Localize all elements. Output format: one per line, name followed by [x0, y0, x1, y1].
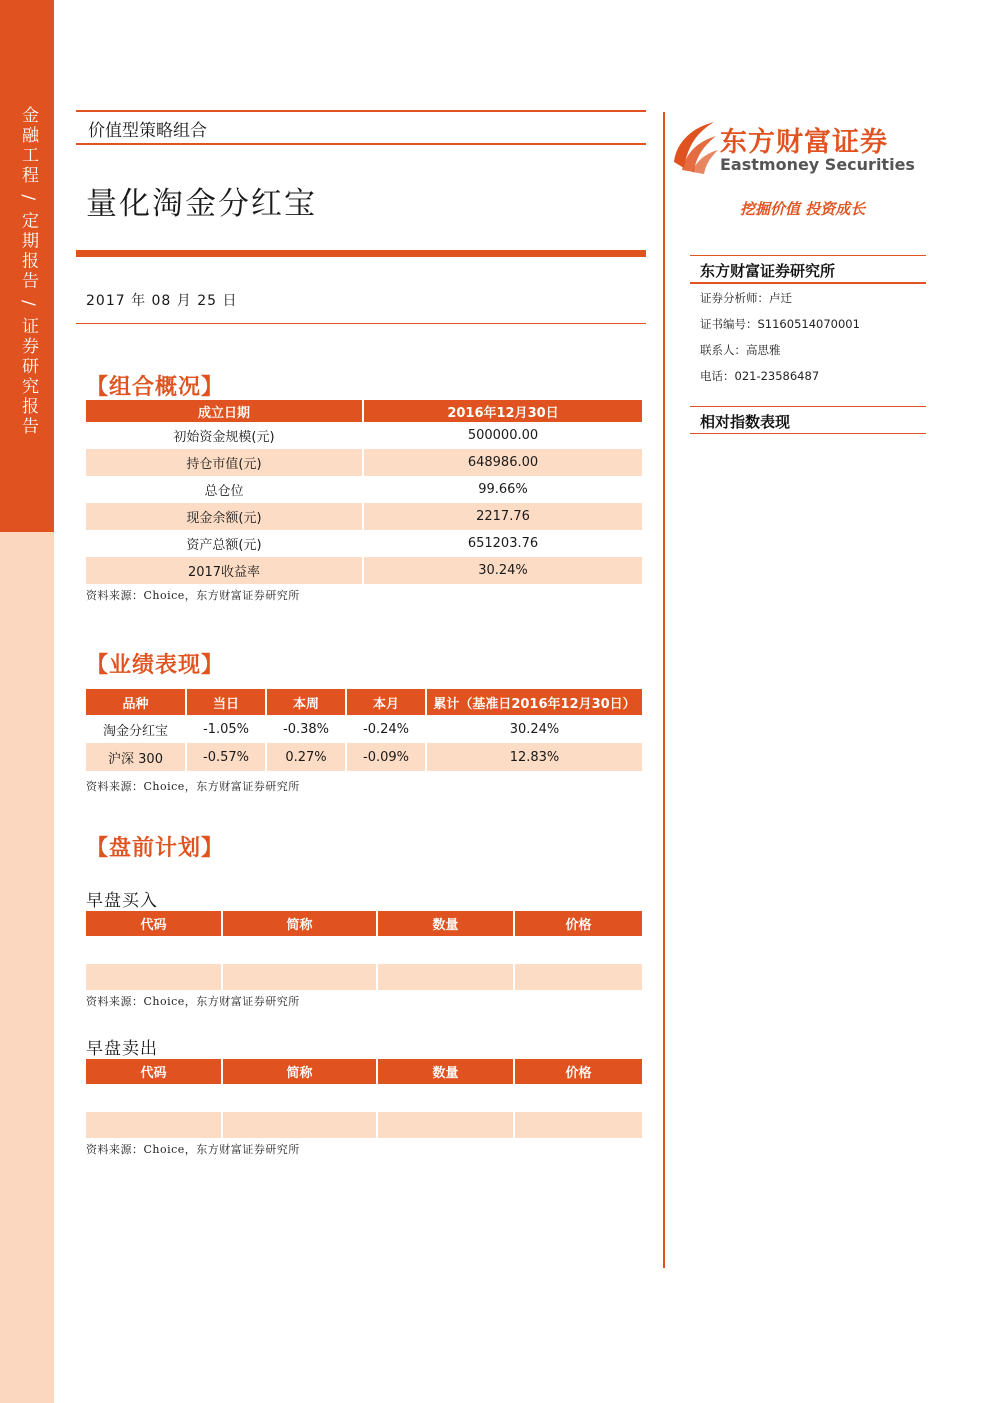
buy-heading: 早盘买入: [86, 891, 158, 911]
buy-table: [86, 911, 642, 990]
table-cell: [378, 1084, 515, 1112]
table-cell: [223, 1084, 378, 1112]
side-rule-index-bottom: [690, 433, 926, 434]
table-row: [86, 422, 642, 449]
header-mid-rule: [76, 143, 646, 145]
table-cell: -0.24%: [347, 715, 427, 743]
table-cell: [223, 936, 378, 964]
brand-name-en: Eastmoney Securities: [720, 155, 915, 174]
table-cell: 500000.00: [364, 422, 642, 449]
table-cell: 648986.00: [364, 449, 642, 476]
table-row: [86, 1112, 642, 1138]
overview-source-note: 资料来源：Choice，东方财富证券研究所: [86, 589, 300, 602]
table-cell: -0.09%: [347, 743, 427, 771]
table-cell: [515, 964, 642, 990]
table-cell: 现金余额(元): [86, 503, 364, 530]
table-row: [86, 476, 642, 503]
table-cell: 沪深 300: [86, 743, 187, 771]
table-cell: -0.57%: [187, 743, 267, 771]
side-rule-mid: [690, 282, 926, 284]
side-rule-index-top: [690, 406, 926, 407]
table-cell: 2217.76: [364, 503, 642, 530]
buy-source-note: 资料来源：Choice，东方财富证券研究所: [86, 995, 300, 1008]
performance-source-note: 资料来源：Choice，东方财富证券研究所: [86, 780, 300, 793]
table-cell: 2016年12月30日: [364, 400, 642, 422]
sell-heading: 早盘卖出: [86, 1039, 158, 1059]
table-header-cell: 简称: [223, 911, 378, 936]
table-header-row: [86, 1059, 642, 1084]
table-cell: 持仓市值(元): [86, 449, 364, 476]
column-divider: [663, 112, 665, 1268]
table-row: [86, 557, 642, 584]
table-row: [86, 503, 642, 530]
analyst-name: 证券分析师：卢迁: [700, 291, 792, 305]
table-cell: -0.38%: [267, 715, 347, 743]
institute-heading: 东方财富证券研究所: [700, 262, 836, 280]
table-header-row: [86, 911, 642, 936]
table-cell: [515, 1112, 642, 1138]
report-date: 2017 年 08 月 25 日: [86, 293, 238, 309]
table-cell: [86, 936, 223, 964]
table-header-cell: 当日: [187, 689, 267, 715]
table-row: [86, 400, 642, 422]
contact-name: 联系人：高思雅: [700, 343, 781, 357]
report-subtitle: 价值型策略组合: [88, 121, 207, 141]
table-cell: 资产总额(元): [86, 530, 364, 557]
table-cell: 30.24%: [364, 557, 642, 584]
title-thick-rule: [76, 250, 646, 257]
table-cell: [86, 1084, 223, 1112]
header-top-rule: [76, 110, 646, 112]
table-cell: 成立日期: [86, 400, 364, 422]
table-header-cell: 品种: [86, 689, 187, 715]
table-cell: [223, 964, 378, 990]
table-header-cell: 代码: [86, 911, 223, 936]
table-row: [86, 1084, 642, 1112]
brand-slogan: 挖掘价值 投资成长: [740, 200, 866, 218]
brand-name-cn: 东方财富证券: [720, 127, 888, 158]
brand-logo-icon: [668, 118, 720, 174]
table-header-cell: 本周: [267, 689, 347, 715]
table-cell: [378, 936, 515, 964]
table-header-cell: 代码: [86, 1059, 223, 1084]
table-header-cell: 价格: [515, 1059, 642, 1084]
date-rule: [76, 323, 646, 324]
table-row: [86, 743, 642, 771]
table-header-cell: 本月: [347, 689, 427, 715]
table-header-cell: 数量: [378, 1059, 515, 1084]
table-cell: 0.27%: [267, 743, 347, 771]
overview-table: [86, 400, 642, 584]
phone-number: 电话：021-23586487: [700, 369, 820, 383]
overview-section-title: 【组合概况】: [86, 374, 225, 400]
table-cell: [378, 964, 515, 990]
table-cell: 651203.76: [364, 530, 642, 557]
table-header-cell: 数量: [378, 911, 515, 936]
license-number: 证书编号：S1160514070001: [700, 317, 860, 331]
performance-table: [86, 689, 642, 771]
sidebar-category-label: 金融工程 / 定期报告 / 证券研究报告: [18, 106, 38, 438]
report-title: 量化淘金分红宝: [86, 186, 317, 222]
index-performance-heading: 相对指数表现: [700, 413, 791, 431]
table-row: [86, 530, 642, 557]
table-cell: 总仓位: [86, 476, 364, 503]
table-row: [86, 964, 642, 990]
table-cell: 淘金分红宝: [86, 715, 187, 743]
table-cell: [223, 1112, 378, 1138]
table-row: [86, 449, 642, 476]
table-header-cell: 价格: [515, 911, 642, 936]
table-cell: [515, 1084, 642, 1112]
sell-source-note: 资料来源：Choice，东方财富证券研究所: [86, 1143, 300, 1156]
plan-section-title: 【盘前计划】: [86, 835, 225, 861]
table-header-row: [86, 689, 642, 715]
side-rule-top: [690, 255, 926, 256]
table-cell: 12.83%: [427, 743, 642, 771]
table-row: [86, 936, 642, 964]
table-cell: [86, 964, 223, 990]
table-cell: [378, 1112, 515, 1138]
table-cell: -1.05%: [187, 715, 267, 743]
table-header-cell: 累计（基准日2016年12月30日）: [427, 689, 642, 715]
sidebar-lower-band: [0, 532, 54, 1403]
table-cell: 30.24%: [427, 715, 642, 743]
table-cell: [515, 936, 642, 964]
table-cell: [86, 1112, 223, 1138]
table-header-cell: 简称: [223, 1059, 378, 1084]
sell-table: [86, 1059, 642, 1138]
performance-section-title: 【业绩表现】: [86, 652, 225, 678]
table-row: [86, 715, 642, 743]
table-cell: 99.66%: [364, 476, 642, 503]
table-cell: 2017收益率: [86, 557, 364, 584]
table-cell: 初始资金规模(元): [86, 422, 364, 449]
